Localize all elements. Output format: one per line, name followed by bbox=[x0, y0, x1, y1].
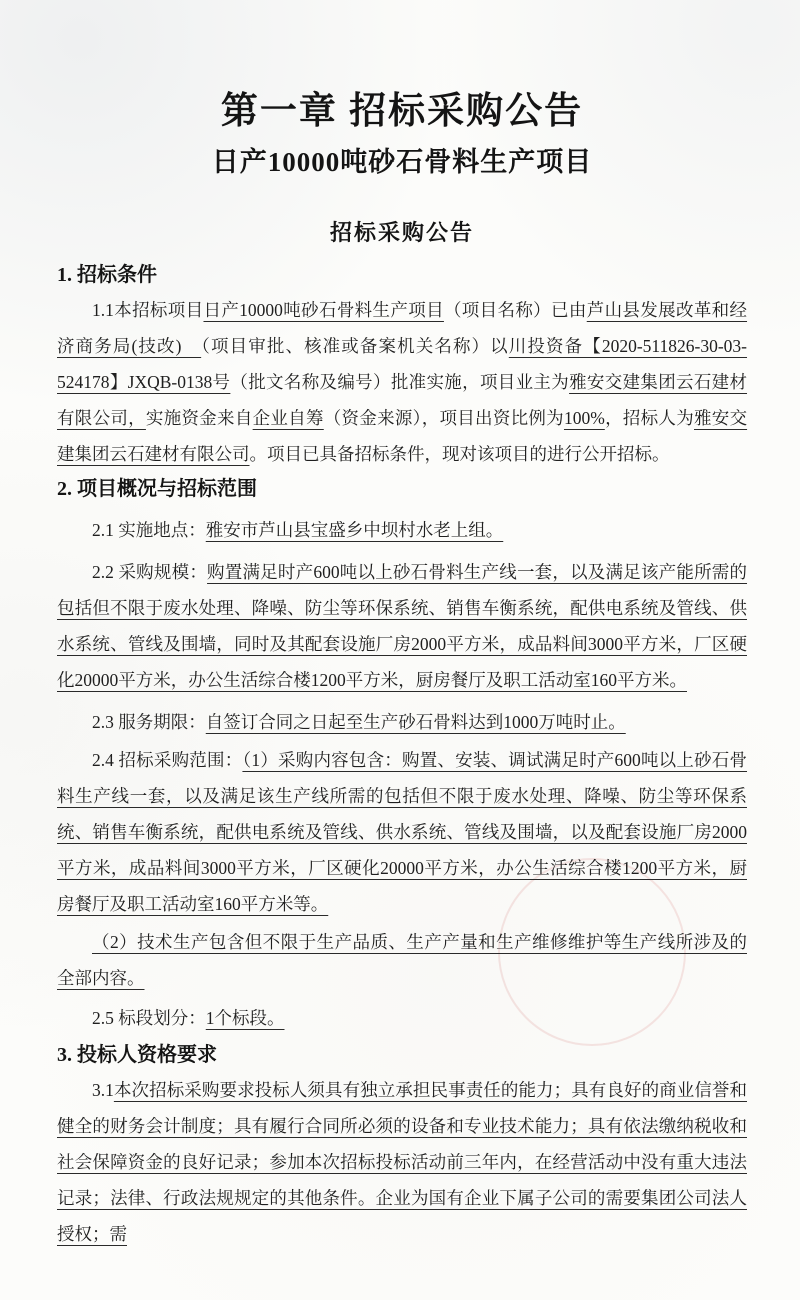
paragraph-2-2 bbox=[57, 554, 747, 698]
paragraph-3-1 bbox=[57, 1072, 747, 1252]
text-run: （批文名称及编号）批准实施，项目业主为 bbox=[230, 372, 570, 393]
paragraph-2-5 bbox=[57, 1000, 747, 1036]
underlined-fill-in-text: 本次招标采购要求投标人须具有独立承担民事责任的能力；具有良好的商业信誉和健全的财务会计制度；具有履行合同所必须的设备和专业技术能力；具有依法缴纳税收和社会保障资金的良好记录；参加本次招标投标活动前三年内，在经营活动中没有重大违法记录；法律、行政法规规定的其他条件。企业为国有企业下属子公司的需要集团公司法人授权；需 bbox=[57, 1080, 747, 1245]
section-2-heading: 2. 项目概况与招标范围 bbox=[57, 478, 257, 501]
text-run: （项目名称）已由 bbox=[443, 300, 587, 321]
section-3-heading: 3. 投标人资格要求 bbox=[57, 1044, 217, 1067]
underlined-fill-in-text: （1）采购内容包含：购置、安装、调试满足时产600吨以上砂石骨料生产线一套，以及满足该生产线所需的包括但不限于废水处理、降噪、防尘等环保系统、销售车衡系统，配供电系统及管线、供水系统、管线及围墙，以及配套设施厂房2000平方米，成品料间3000平方米，厂区硬化20000平方米，办公生活综合楼1200平方米，厨房餐厅及职工活动室160平方米等。 bbox=[57, 750, 748, 915]
text-run: 1.1本招标项目 bbox=[92, 300, 204, 321]
paragraph-2-1 bbox=[57, 512, 747, 548]
text-run: 2.3 服务期限： bbox=[92, 712, 206, 733]
underlined-fill-in-text: 川投资备【2020-511826-30-03-524178】JXQB-0138号 bbox=[57, 336, 748, 393]
paragraph-2-3 bbox=[57, 704, 747, 740]
underlined-fill-in-text: 日产10000吨砂石骨料生产项目 bbox=[203, 300, 444, 321]
text-run: （资金来源），项目出资比例为 bbox=[323, 408, 564, 429]
text-run: 2.4 招标采购范围： bbox=[92, 750, 243, 771]
underlined-fill-in-text: 雅安市芦山县宝盛乡中坝村水老上组。 bbox=[205, 520, 504, 541]
underlined-fill-in-text: （2）技术生产包含但不限于生产品质、生产产量和生产维修维护等生产线所涉及的全部内容。 bbox=[57, 932, 747, 989]
text-run: 实施资金来自 bbox=[145, 408, 253, 429]
underlined-fill-in-text: 芦山县发展改革和经济商务局(技改) bbox=[57, 300, 748, 357]
underlined-fill-in-text: 企业自筹 bbox=[252, 408, 324, 429]
text-run: 2.5 标段划分： bbox=[92, 1008, 206, 1029]
text-run: （项目审批、核准或备案机关名称）以 bbox=[201, 336, 509, 357]
paragraph-2-4-item2 bbox=[57, 924, 747, 996]
text-run: 2.2 采购规模： bbox=[92, 562, 208, 583]
underlined-fill-in-text: 雅安交建集团云石建材有限公司， bbox=[57, 372, 748, 429]
underlined-fill-in-text: 购置满足时产600吨以上砂石骨料生产线一套，以及满足该产能所需的包括但不限于废水处理、降噪、防尘等环保系统、销售车衡系统，配供电系统及管线、供水系统、管线及围墙，同时及其配套设施厂房2000平方米，成品料间3000平方米，厂区硬化20000平方米，办公生活综合楼1200平方米，厨房餐厅及职工活动室160平方米。 bbox=[57, 562, 748, 691]
paragraph-2-4 bbox=[57, 742, 747, 922]
chapter-title: 第一章 招标采购公告 bbox=[220, 91, 584, 132]
underlined-fill-in-text: 100% bbox=[563, 408, 605, 429]
paragraph-1-1 bbox=[57, 292, 747, 472]
section-1-heading: 1. 招标条件 bbox=[57, 264, 157, 287]
text-run: ，招标人为 bbox=[604, 408, 694, 429]
underlined-fill-in-text: 1个标段。 bbox=[205, 1008, 285, 1029]
underlined-fill-in-text: 自签订合同之日起至生产砂石骨料达到1000万吨时止。 bbox=[205, 712, 626, 733]
announcement-heading: 招标采购公告 bbox=[329, 219, 474, 245]
document-content bbox=[57, 92, 747, 1252]
text-run: 。项目已具备招标条件，现对该项目的进行公开招标。 bbox=[249, 444, 670, 465]
text-run: 3.1 bbox=[92, 1080, 114, 1101]
text-run: 2.1 实施地点： bbox=[92, 520, 206, 541]
underlined-fill-in-text: 雅安交建集团云石建材有限公司 bbox=[57, 408, 748, 465]
project-title: 日产10000吨砂石骨料生产项目 bbox=[211, 146, 593, 177]
